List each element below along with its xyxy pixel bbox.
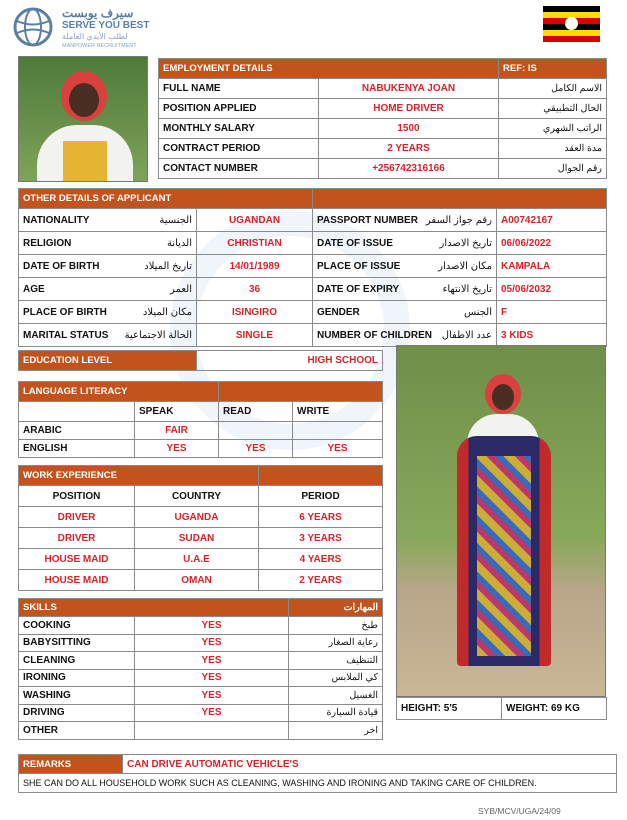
skill-value: YES xyxy=(135,634,289,652)
contract-period-arabic: مدة العقد xyxy=(499,139,607,159)
work-experience-table xyxy=(18,465,383,591)
work-experience-title: WORK EXPERIENCE xyxy=(19,466,259,486)
work-country: UGANDA xyxy=(135,507,259,528)
contract-period-value: 2 YEARS xyxy=(319,139,499,159)
contact-number-value: +256742316166 xyxy=(319,159,499,179)
employment-details-table xyxy=(158,58,607,179)
skill-value: YES xyxy=(135,687,289,705)
skill-arabic: الغسيل xyxy=(289,687,383,705)
remarks-text: SHE CAN DO ALL HOUSEHOLD WORK SUCH AS CLEANING, WASHING AND IRONING AND TAKING CARE OF CHILDREN. xyxy=(19,774,617,793)
logo-sub: MANPOWER RECRUITMENT xyxy=(62,43,137,49)
write-level: YES xyxy=(293,440,383,458)
work-position: DRIVER xyxy=(19,507,135,528)
skill-name: OTHER xyxy=(19,722,135,740)
skill-value xyxy=(135,722,289,740)
skill-arabic: اخر xyxy=(289,722,383,740)
skill-arabic: كي الملابس xyxy=(289,669,383,687)
contact-number-arabic: رقم الجوال xyxy=(499,159,607,179)
nationality-label: NATIONALITY الجنسية xyxy=(19,209,197,232)
logo-arabic: سيرف يوبست xyxy=(62,6,134,20)
language-literacy-title: LANGUAGE LITERACY xyxy=(19,382,219,402)
document-code: SYB/MCV/UGA/24/09 xyxy=(478,806,561,816)
skill-arabic: التنظيف xyxy=(289,652,383,670)
height-value: HEIGHT: 5'5 xyxy=(397,698,502,720)
read-header: READ xyxy=(219,402,293,422)
place-of-issue-value: KAMPALA xyxy=(497,255,607,278)
position-applied-label: POSITION APPLIED xyxy=(159,99,319,119)
monthly-salary-label: MONTHLY SALARY xyxy=(159,119,319,139)
work-position: HOUSE MAID xyxy=(19,570,135,591)
language-literacy-table xyxy=(18,381,383,458)
work-position: HOUSE MAID xyxy=(19,549,135,570)
work-period: 3 YEARS xyxy=(259,528,383,549)
skill-name: WASHING xyxy=(19,687,135,705)
language-name: ENGLISH xyxy=(19,440,135,458)
read-level xyxy=(219,422,293,440)
skill-name: DRIVING xyxy=(19,704,135,722)
logo-name: SERVE YOU BEST xyxy=(62,20,150,31)
place-of-issue-label: PLACE OF ISSUE مكان الاصدار xyxy=(313,255,497,278)
date-of-expiry-value: 05/06/2032 xyxy=(497,278,607,301)
nationality-value: UGANDAN xyxy=(197,209,313,232)
write-header: WRITE xyxy=(293,402,383,422)
period-header: PERIOD xyxy=(259,486,383,507)
place-of-birth-label: PLACE OF BIRTH مكان الميلاد xyxy=(19,301,197,324)
marital-status-label: MARITAL STATUS الحالة الاجتماعية xyxy=(19,324,197,347)
write-level xyxy=(293,422,383,440)
work-period: 6 YEARS xyxy=(259,507,383,528)
position-applied-value: HOME DRIVER xyxy=(319,99,499,119)
skill-name: IRONING xyxy=(19,669,135,687)
date-of-issue-label: DATE OF ISSUE تاريخ الاصدار xyxy=(313,232,497,255)
work-period: 2 YEARS xyxy=(259,570,383,591)
logo-sub-arabic: لطلب الأيدي العاملة xyxy=(62,32,128,41)
speak-level: FAIR xyxy=(135,422,219,440)
contact-number-label: CONTACT NUMBER xyxy=(159,159,319,179)
monthly-salary-value: 1500 xyxy=(319,119,499,139)
full-name-value: NABUKENYA JOAN xyxy=(319,79,499,99)
work-position: DRIVER xyxy=(19,528,135,549)
date-of-issue-value: 06/06/2022 xyxy=(497,232,607,255)
skill-name: BABYSITTING xyxy=(19,634,135,652)
ref-number: REF: IS xyxy=(499,59,607,79)
country-header: COUNTRY xyxy=(135,486,259,507)
language-name: ARABIC xyxy=(19,422,135,440)
skills-title-arabic: المهارات xyxy=(289,599,383,617)
employment-details-title: EMPLOYMENT DETAILS xyxy=(159,59,499,79)
education-table xyxy=(18,350,383,371)
education-level-label: EDUCATION LEVEL xyxy=(19,351,197,371)
date-of-birth-label: DATE OF BIRTH تاريخ الميلاد xyxy=(19,255,197,278)
applicant-portrait-photo xyxy=(18,56,148,182)
globe-logo-icon xyxy=(12,6,54,48)
skill-arabic: قيادة السيارة xyxy=(289,704,383,722)
read-level: YES xyxy=(219,440,293,458)
number-of-children-value: 3 KIDS xyxy=(497,324,607,347)
uganda-flag-icon xyxy=(543,6,600,42)
education-level-value: HIGH SCHOOL xyxy=(197,351,383,371)
age-value: 36 xyxy=(197,278,313,301)
other-details-table xyxy=(18,188,607,347)
number-of-children-label: NUMBER OF CHILDREN عدد الاطفال xyxy=(313,324,497,347)
place-of-birth-value: ISINGIRO xyxy=(197,301,313,324)
full-name-label: FULL NAME xyxy=(159,79,319,99)
date-of-expiry-label: DATE OF EXPIRY تاريخ الانتهاء xyxy=(313,278,497,301)
measurements-table xyxy=(396,697,607,720)
date-of-birth-value: 14/01/1989 xyxy=(197,255,313,278)
remarks-label: REMARKS xyxy=(19,755,123,774)
work-period: 4 YAERS xyxy=(259,549,383,570)
skill-value: YES xyxy=(135,669,289,687)
remarks-headline: CAN DRIVE AUTOMATIC VEHICLE'S xyxy=(123,755,617,774)
skill-value: YES xyxy=(135,617,289,635)
speak-level: YES xyxy=(135,440,219,458)
full-name-arabic: الاسم الكامل xyxy=(499,79,607,99)
religion-value: CHRISTIAN xyxy=(197,232,313,255)
age-label: AGE العمر xyxy=(19,278,197,301)
skill-name: COOKING xyxy=(19,617,135,635)
company-logo xyxy=(12,6,162,54)
skills-table xyxy=(18,598,383,740)
applicant-full-body-photo xyxy=(396,345,606,697)
passport-number-label: PASSPORT NUMBER رقم جواز السفر xyxy=(313,209,497,232)
other-details-title: OTHER DETAILS OF APPLICANT xyxy=(19,189,313,209)
passport-number-value: A00742167 xyxy=(497,209,607,232)
gender-label: GENDER الجنس xyxy=(313,301,497,324)
work-country: SUDAN xyxy=(135,528,259,549)
contract-period-label: CONTRACT PERIOD xyxy=(159,139,319,159)
skills-title: SKILLS xyxy=(19,599,289,617)
position-header: POSITION xyxy=(19,486,135,507)
monthly-salary-arabic: الراتب الشهري xyxy=(499,119,607,139)
remarks-table xyxy=(18,754,617,793)
speak-header: SPEAK xyxy=(135,402,219,422)
religion-label: RELIGION الديانة xyxy=(19,232,197,255)
work-country: OMAN xyxy=(135,570,259,591)
work-country: U.A.E xyxy=(135,549,259,570)
weight-value: WEIGHT: 69 KG xyxy=(502,698,607,720)
position-applied-arabic: الحال التطبيقي xyxy=(499,99,607,119)
skill-name: CLEANING xyxy=(19,652,135,670)
skill-arabic: رعاية الصغار xyxy=(289,634,383,652)
skill-value: YES xyxy=(135,652,289,670)
gender-value: F xyxy=(497,301,607,324)
marital-status-value: SINGLE xyxy=(197,324,313,347)
skill-arabic: طبخ xyxy=(289,617,383,635)
skill-value: YES xyxy=(135,704,289,722)
